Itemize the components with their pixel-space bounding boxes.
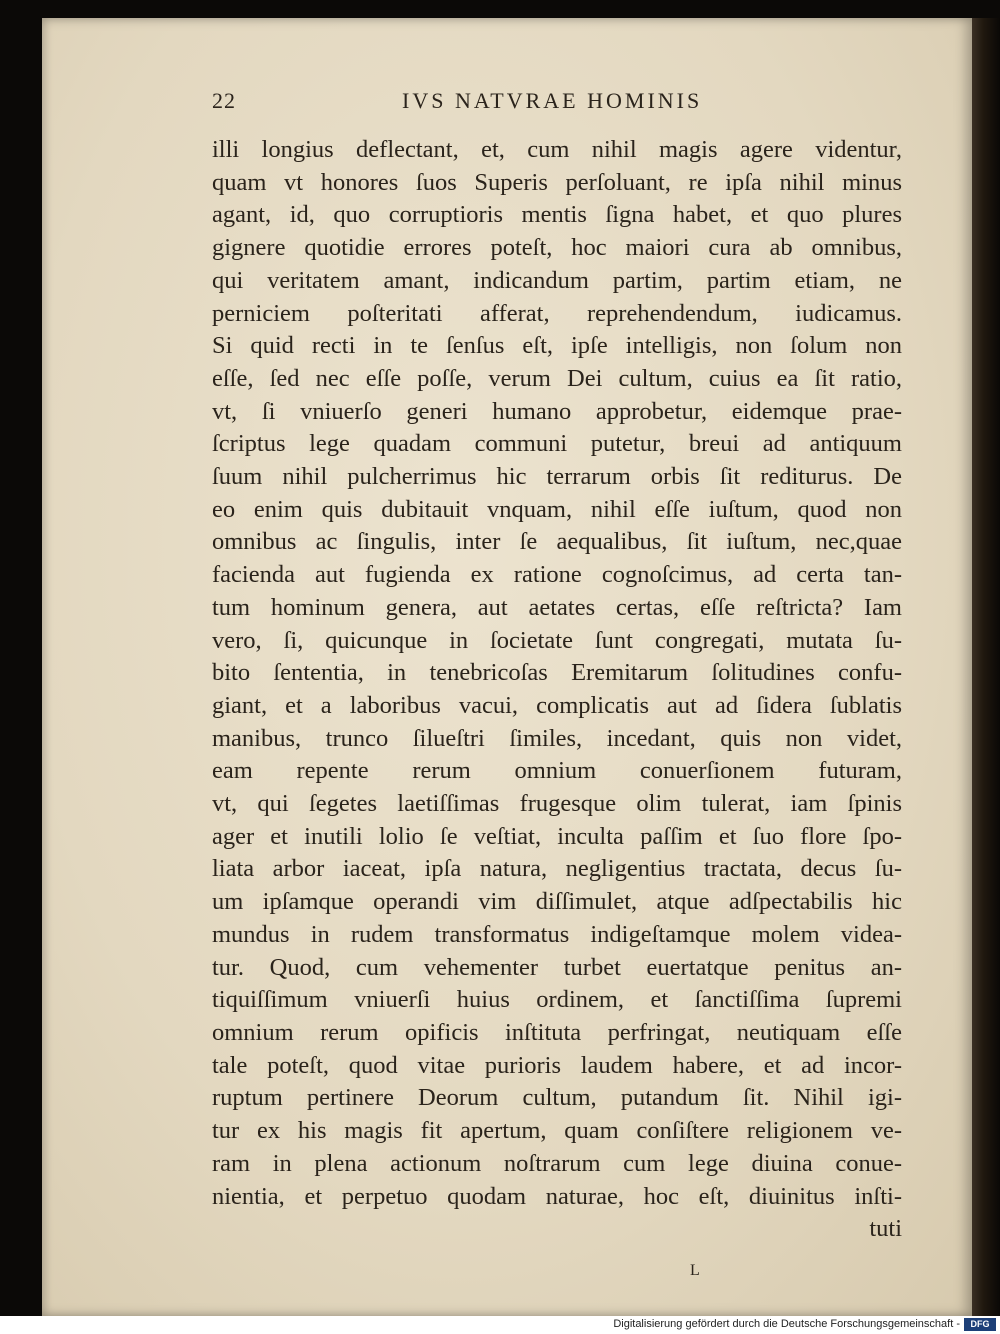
text-line: facienda aut fugienda ex ratione cognoſcimus, ad certa tan- [212,561,902,589]
text-line: qui veritatem amant, indicandum partim, partim etiam, ne [212,266,902,294]
text-line: tum hominum genera, aut aetates certas, eſſe reſtricta? Iam [212,593,902,621]
text-line: giant, et a laboribus vacui, complicatis aut ad ſidera ſublatis [212,691,902,719]
text-line: nientia, et perpetuo quodam naturae, hoc eſt, diuinitus inſti- [212,1182,902,1210]
text-line: ſuum nihil pulcherrimus hic terrarum orbis ſit rediturus. De [212,463,902,491]
text-line: ſcriptus lege quadam communi putetur, breui ad antiquum [212,430,902,458]
text-line: vero, ſi, quicunque in ſocietate ſunt congregati, mutata ſu- [212,626,902,654]
text-line: tur. Quod, cum vehementer turbet euertatque penitus an- [212,953,902,981]
text-line: mundus in rudem transformatus indigeſtamque molem videa- [212,920,902,948]
text-line: bito ſententia, in tenebricoſas Eremitarum ſolitudines confu- [212,659,902,687]
text-line: agant, id, quo corruptioris mentis ſigna habet, et quo plures [212,201,902,229]
text-line: omnium rerum opificis inſtituta perfringat, neutiquam eſſe [212,1018,902,1046]
footer-credit: Digitalisierung gefördert durch die Deutsche Forschungsgemeinschaft - [613,1318,960,1330]
text-line: eam repente rerum omnium conuerſionem futuram, [212,757,902,785]
page-edge-shadow [972,18,1000,1316]
text-line: perniciem poſteritati afferat, reprehendendum, iudicamus. [212,299,902,327]
text-line: um ipſamque operandi vim diſſimulet, atque adſpectabilis hic [212,888,902,916]
text-line: ram in plena actionum noſtrarum cum lege diuina conue- [212,1149,902,1177]
signature-mark: L [690,1262,700,1279]
text-line: tur ex his magis fit apertum, quam conſiſtere religionem ve- [212,1117,902,1145]
text-line: omnibus ac ſingulis, inter ſe aequalibus, ſit iuſtum, nec,quae [212,528,902,556]
text-line: illi longius deflectant, et, cum nihil magis agere videntur, [212,136,902,163]
text-line: vt, qui ſegetes laetiſſimas frugesque olim tulerat, iam ſpinis [212,790,902,818]
text-line: quam vt honores ſuos Superis perſoluant, re ipſa nihil minus [212,168,902,196]
text-line: gignere quotidie errores poteſt, hoc maiori cura ab omnibus, [212,234,902,262]
text-line: eo enim quis dubitauit vnquam, nihil eſſe iuſtum, quod non [212,495,902,523]
text-line: tale poteſt, quod vitae purioris laudem habere, et ad incor- [212,1051,902,1079]
text-line: Si quid recti in te ſenſus eſt, ipſe intelligis, non ſolum non [212,332,902,360]
page-number: 22 [212,88,236,113]
text-line: eſſe, ſed nec eſſe poſſe, verum Dei cultum, cuius ea ſit ratio, [212,364,902,392]
dfg-logo: DFG [964,1318,996,1331]
text-line: manibus, trunco ſilueſtri ſimiles, incedant, quis non videt, [212,724,902,752]
text-line: tiquiſſimum vniuerſi huius ordinem, et ſanctiſſima ſupremi [212,986,902,1014]
running-head: IVS NATVRAE HOMINIS [402,88,703,113]
page-header [212,88,912,120]
text-line: ager et inutili lolio ſe veſtiat, inculta paſſim et ſuo flore ſpo- [212,822,902,850]
body-text [212,134,902,1246]
text-line: liata arbor iaceat, ipſa natura, negligentius tractata, decus ſu- [212,855,902,883]
text-line: vt, ſi vniuerſo generi humano approbetur, eidemque prae- [212,397,902,425]
text-line: ruptum pertinere Deorum cultum, putandum ſit. Nihil igi- [212,1084,902,1112]
footer-bar [0,1316,1000,1334]
catchword: tuti [869,1215,902,1243]
